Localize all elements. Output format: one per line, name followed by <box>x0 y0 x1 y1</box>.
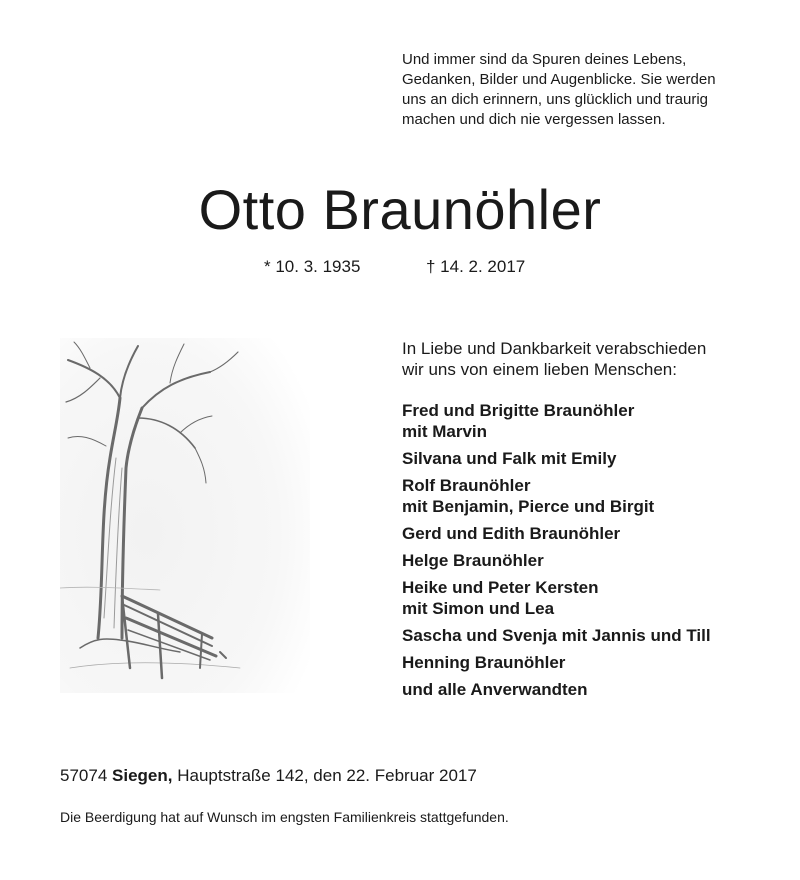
farewell-line: wir uns von einem lieben Menschen: <box>402 360 677 379</box>
mourner-entry <box>402 475 711 517</box>
mourner-entry <box>402 400 711 442</box>
tree-and-bench-illustration <box>60 338 310 693</box>
mourner-entry <box>402 577 711 619</box>
mourners-list <box>402 400 711 706</box>
mourner-entry <box>402 679 711 700</box>
farewell-text <box>402 338 706 380</box>
mourner-entry <box>402 523 711 544</box>
mourner-line: mit Benjamin, Pierce und Birgit <box>402 497 655 516</box>
deceased-name: Otto Braunöhler <box>198 178 602 241</box>
poem-line: uns an dich erinnern, uns glücklich und traurig <box>402 91 709 108</box>
mourner-line: Heike und Peter Kersten <box>402 578 599 597</box>
mourner-entry <box>402 652 711 673</box>
postal-code: 57074 <box>60 766 108 785</box>
mourner-line: Sascha und Svenja mit Jannis und Till <box>402 626 711 645</box>
mourner-line: Henning Braunöhler <box>402 653 566 672</box>
address-rest: Hauptstraße 142, den 22. Februar 2017 <box>177 766 477 785</box>
mourner-entry <box>402 550 711 571</box>
mourner-line: Silvana und Falk mit Emily <box>402 449 617 468</box>
poem <box>402 50 762 130</box>
mourner-line: Fred und Brigitte Braunöhler <box>402 401 635 420</box>
mourner-entry <box>402 625 711 646</box>
poem-line: Gedanken, Bilder und Augenblicke. Sie werden <box>402 71 716 88</box>
city: Siegen, <box>112 766 173 785</box>
address-line <box>60 766 477 786</box>
mourner-line: und alle Anverwandten <box>402 680 588 699</box>
mourner-line: Rolf Braunöhler <box>402 476 531 495</box>
poem-line: machen und dich nie vergessen lassen. <box>402 111 666 128</box>
mourner-line: mit Simon und Lea <box>402 599 555 618</box>
death-date: † 14. 2. 2017 <box>426 257 526 276</box>
mourner-line: Helge Braunöhler <box>402 551 544 570</box>
mourner-line: mit Marvin <box>402 422 488 441</box>
farewell-line: In Liebe und Dankbarkeit verabschieden <box>402 339 707 358</box>
mourner-line: Gerd und Edith Braunöhler <box>402 524 621 543</box>
funeral-note: Die Beerdigung hat auf Wunsch im engsten Familienkreis stattgefunden. <box>60 809 509 825</box>
poem-line: Und immer sind da Spuren deines Lebens, <box>402 51 687 68</box>
birth-date: * 10. 3. 1935 <box>264 257 361 276</box>
mourner-entry <box>402 448 711 469</box>
